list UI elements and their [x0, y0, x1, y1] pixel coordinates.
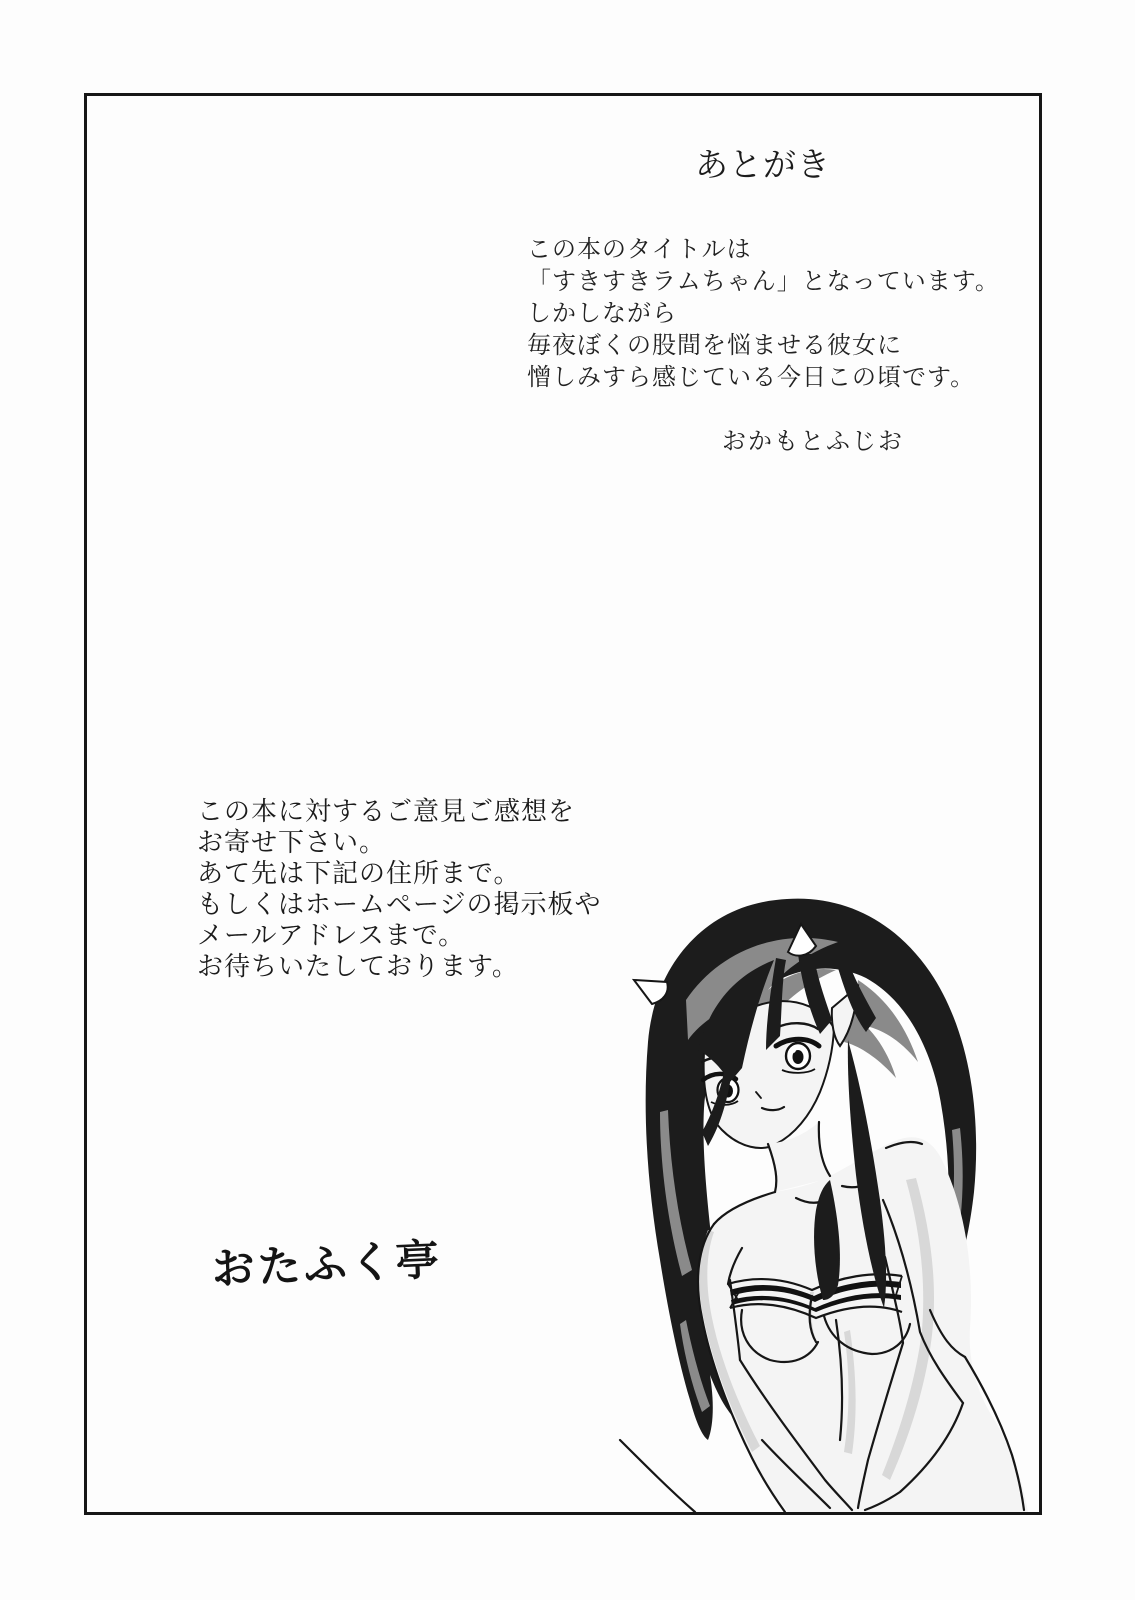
- feedback-line: あて先は下記の住所まで。: [197, 859, 521, 888]
- feedback-line: お寄せ下さい。: [197, 828, 387, 857]
- feedback-line: この本に対するご意見ご感想を: [197, 797, 576, 826]
- afterword-paragraph: [527, 234, 1000, 394]
- afterword-line: 毎夜ぼくの股間を悩ませる彼女に: [527, 332, 902, 359]
- lum-character-illustration: [590, 880, 1042, 1512]
- afterword-line: 憎しみすら感じている今日この頃です。: [527, 364, 976, 391]
- page-border-frame: [84, 93, 1042, 1515]
- feedback-line: もしくはホームページの掲示板や: [197, 890, 602, 919]
- afterword-line: この本のタイトルは: [527, 236, 752, 263]
- afterword-line: しかしながら: [527, 300, 677, 327]
- feedback-line: メールアドレスまで。: [197, 921, 466, 950]
- feedback-line: お待ちいたしております。: [197, 952, 519, 981]
- page-title: あとがき: [695, 146, 831, 183]
- author-signature: おかもとふじお: [722, 428, 904, 455]
- feedback-paragraph: [197, 796, 601, 982]
- afterword-line: 「すきすきラムちゃん」となっています。: [527, 268, 1000, 295]
- circle-name: おたふく亭: [210, 1236, 443, 1295]
